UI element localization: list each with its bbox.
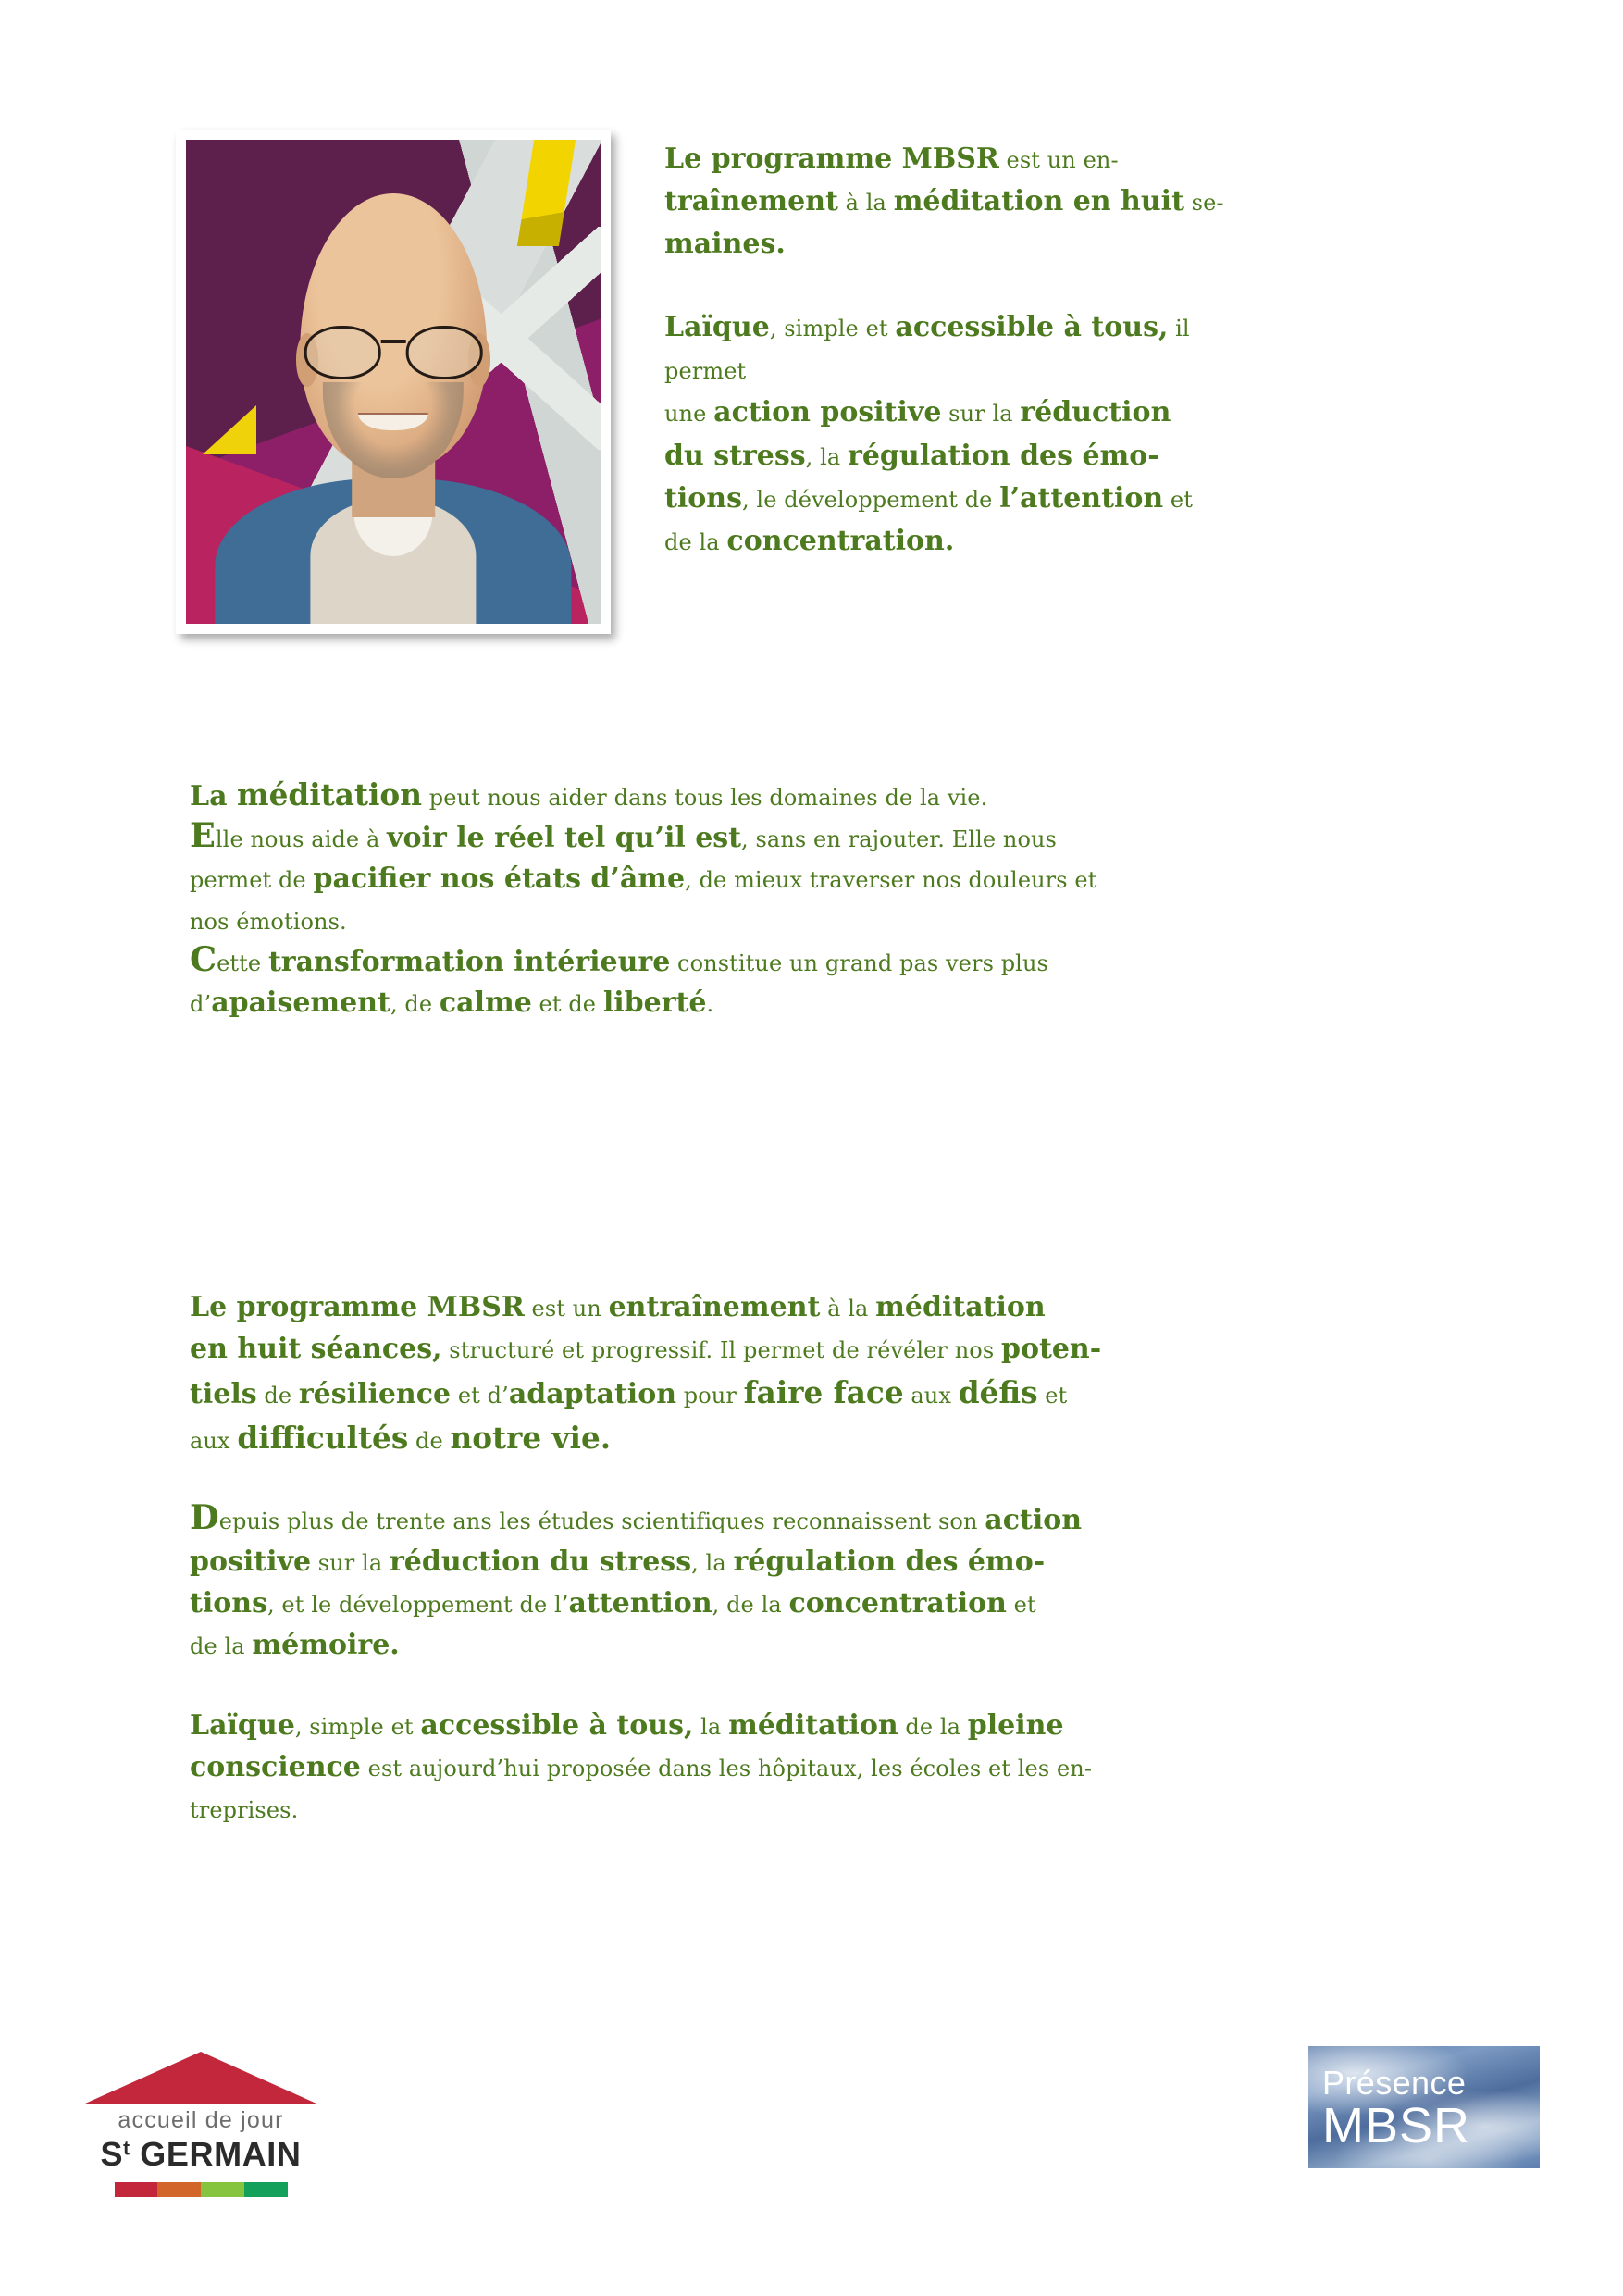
text-run: . — [706, 991, 714, 1018]
logo-stgermain-line2 — [85, 2135, 316, 2174]
text-line — [190, 773, 1448, 818]
text-run: C — [190, 938, 217, 979]
text-run: concentration — [788, 1587, 1007, 1620]
text-run: notre vie. — [450, 1420, 612, 1457]
text-run: permet — [664, 358, 747, 385]
intro-paragraph-2 — [664, 307, 1412, 562]
text-run: action — [985, 1504, 1083, 1537]
text-run: aux — [190, 1428, 238, 1455]
text-run: Le programme MBSR — [190, 1291, 525, 1323]
text-run: , de mieux traverser nos douleurs et — [685, 867, 1097, 894]
text-run: La — [190, 780, 237, 813]
paragraph-spacer — [190, 1460, 1457, 1499]
text-run: tiels — [190, 1378, 257, 1410]
text-run: et — [1163, 486, 1193, 513]
text-line — [190, 1624, 1457, 1666]
portrait-frame — [176, 130, 611, 634]
lens-left — [304, 326, 381, 379]
text-run: méditation — [728, 1709, 898, 1743]
text-run: accessible à tous, — [895, 311, 1169, 344]
text-run: la — [693, 1714, 729, 1741]
text-run: pour — [676, 1383, 744, 1409]
text-line — [664, 392, 1412, 433]
text-run: maines. — [664, 228, 786, 261]
text-run: treprises. — [190, 1797, 299, 1824]
text-run: à la — [820, 1296, 876, 1322]
text-run: sur la — [311, 1550, 390, 1577]
text-run: pleine — [967, 1709, 1064, 1743]
text-line — [190, 1746, 1457, 1788]
text-line — [190, 983, 1448, 1024]
text-run: aux — [903, 1383, 959, 1409]
text-run: concentration. — [726, 524, 955, 557]
portrait-photo — [186, 140, 601, 624]
text-line — [190, 1788, 1457, 1830]
intro-text-column — [664, 139, 1412, 564]
text-run: action positive — [713, 396, 942, 429]
text-run: résilience — [298, 1378, 452, 1410]
text-run: mémoire. — [252, 1629, 400, 1662]
meditation-paragraph — [190, 773, 1448, 1024]
text-run: est aujourd’hui proposée dans les hôpitaux, les écoles et les en- — [360, 1756, 1093, 1782]
eyeglasses — [304, 326, 483, 379]
footer-logos — [0, 2031, 1623, 2296]
text-run: Laïque — [664, 311, 770, 344]
text-run: peut nous aider dans tous les domaines de la vie. — [422, 785, 988, 811]
text-line — [190, 1328, 1457, 1370]
text-run: méditation — [875, 1291, 1046, 1323]
paragraph-spacer — [190, 1666, 1457, 1705]
text-run: tions — [664, 481, 742, 515]
text-run: structuré et progressif. Il permet de révéler nos — [441, 1337, 1001, 1363]
colorbar-segment-2 — [157, 2182, 201, 2197]
text-line — [190, 1415, 1457, 1460]
text-run: une — [664, 401, 714, 428]
text-run: défis — [958, 1374, 1038, 1410]
text-run: et — [1006, 1592, 1036, 1619]
text-run: attention — [568, 1587, 712, 1620]
text-line — [190, 859, 1448, 900]
text-line — [664, 350, 1412, 391]
paragraph-spacer — [664, 267, 1412, 307]
text-line — [664, 224, 1412, 265]
logo-stgermain-germain: GERMAIN — [130, 2135, 302, 2173]
text-run: régulation des émo- — [733, 1545, 1046, 1579]
text-run: méditation en huit — [893, 185, 1184, 218]
logo-presence-text — [1308, 2046, 1540, 2152]
text-run: sur la — [941, 401, 1021, 428]
text-line — [664, 521, 1412, 562]
meditation-section — [190, 773, 1448, 1024]
text-run: nos émotions. — [190, 909, 347, 936]
text-run: de la — [190, 1633, 253, 1660]
lower-text-section — [190, 1286, 1457, 1830]
text-run: apaisement — [211, 987, 390, 1020]
text-run: , simple et — [294, 1714, 421, 1741]
text-line — [664, 478, 1412, 519]
logo-presence-line2: MBSR — [1322, 2097, 1471, 2153]
glasses-bridge — [381, 340, 406, 343]
text-run: voir le réel tel qu’il est — [387, 821, 742, 854]
text-line — [190, 814, 1448, 860]
text-run: en huit séances, — [190, 1333, 442, 1365]
text-run: epuis plus de trente ans les études scientifiques reconnaissent son — [218, 1508, 985, 1535]
logo-stgermain-line1: accueil de jour — [118, 2107, 284, 2133]
text-line — [190, 938, 1448, 984]
text-run: traînement — [664, 185, 838, 218]
intro-paragraph-1 — [664, 139, 1412, 265]
programme-paragraph — [190, 1286, 1457, 1460]
text-run: , sans en rajouter. Elle nous — [741, 825, 1057, 852]
text-run: l’attention — [999, 481, 1164, 515]
text-run: d’ — [190, 991, 212, 1018]
text-run: du stress — [664, 439, 806, 472]
text-run: accessible à tous, — [420, 1709, 694, 1743]
logo-stgermain-colorbar — [115, 2182, 288, 2197]
logo-presence-line1: Présence — [1322, 2064, 1467, 2102]
text-run: , la — [805, 443, 849, 470]
text-line — [190, 1541, 1457, 1582]
text-line — [190, 1370, 1457, 1415]
text-run: poten- — [1000, 1333, 1102, 1365]
text-run: méditation — [236, 776, 423, 813]
text-run: constitue un grand pas vers plus — [670, 949, 1048, 976]
text-run: réduction — [1020, 396, 1171, 429]
text-run: Laïque — [190, 1709, 295, 1743]
text-run: difficultés — [237, 1420, 409, 1457]
text-line — [190, 900, 1448, 942]
text-line — [664, 436, 1412, 477]
laique-paragraph — [190, 1705, 1457, 1830]
intro-section — [0, 0, 1623, 703]
text-run: pacifier nos états d’âme — [313, 863, 686, 896]
text-run: permet de — [190, 867, 314, 894]
text-run: , le développement de — [741, 486, 1000, 513]
text-line — [664, 307, 1412, 348]
text-run: faire face — [743, 1374, 904, 1410]
text-run: de la — [664, 528, 727, 555]
colorbar-segment-1 — [115, 2182, 158, 2197]
text-run: liberté — [602, 987, 707, 1020]
text-run: et — [1037, 1383, 1068, 1409]
text-run: E — [190, 814, 216, 855]
text-run: calme — [439, 987, 532, 1020]
text-line — [190, 1705, 1457, 1746]
text-line — [190, 1582, 1457, 1624]
lens-right — [405, 326, 482, 379]
text-run: de — [256, 1383, 299, 1409]
text-run: tions — [190, 1587, 267, 1620]
text-run: lle nous aide à — [215, 825, 388, 852]
logo-stgermain-s: S — [100, 2135, 124, 2173]
text-run: , de — [390, 991, 440, 1018]
text-line — [664, 139, 1412, 180]
text-run: , simple et — [769, 316, 896, 342]
text-line — [190, 1286, 1457, 1328]
text-line — [190, 1499, 1457, 1541]
text-run: adaptation — [508, 1378, 677, 1410]
logo-stgermain-sup-t: t — [123, 2138, 130, 2160]
house-roof-icon — [85, 2052, 316, 2104]
text-run: à la — [837, 190, 894, 217]
text-run: , la — [691, 1550, 734, 1577]
colorbar-segment-3 — [201, 2182, 244, 2197]
text-run: est un — [524, 1296, 609, 1322]
text-run: conscience — [190, 1751, 361, 1784]
etudes-paragraph — [190, 1499, 1457, 1666]
logo-presence-mbsr — [1308, 2046, 1540, 2168]
text-run: Le programme MBSR — [664, 143, 999, 175]
text-run: D — [190, 1497, 219, 1538]
text-run: de — [408, 1428, 451, 1455]
text-run: ette — [217, 949, 268, 976]
text-run: il — [1168, 316, 1190, 342]
text-run: , et le développement de l’ — [266, 1592, 569, 1619]
text-run: positive — [190, 1545, 312, 1579]
text-run: réduction du stress — [389, 1545, 692, 1579]
text-run: , de la — [712, 1592, 789, 1619]
colorbar-segment-4 — [244, 2182, 288, 2197]
text-run: se- — [1183, 190, 1224, 217]
text-run: de la — [898, 1714, 968, 1741]
text-run: transformation intérieure — [267, 945, 671, 978]
text-run: régulation des émo- — [848, 439, 1159, 472]
text-run: entraînement — [608, 1291, 821, 1323]
text-run: et d’ — [451, 1383, 509, 1409]
text-run: et de — [531, 991, 603, 1018]
text-run: est un en- — [998, 147, 1119, 173]
logo-accueil-de-jour-st-germain — [85, 2052, 316, 2197]
text-line — [664, 181, 1412, 222]
